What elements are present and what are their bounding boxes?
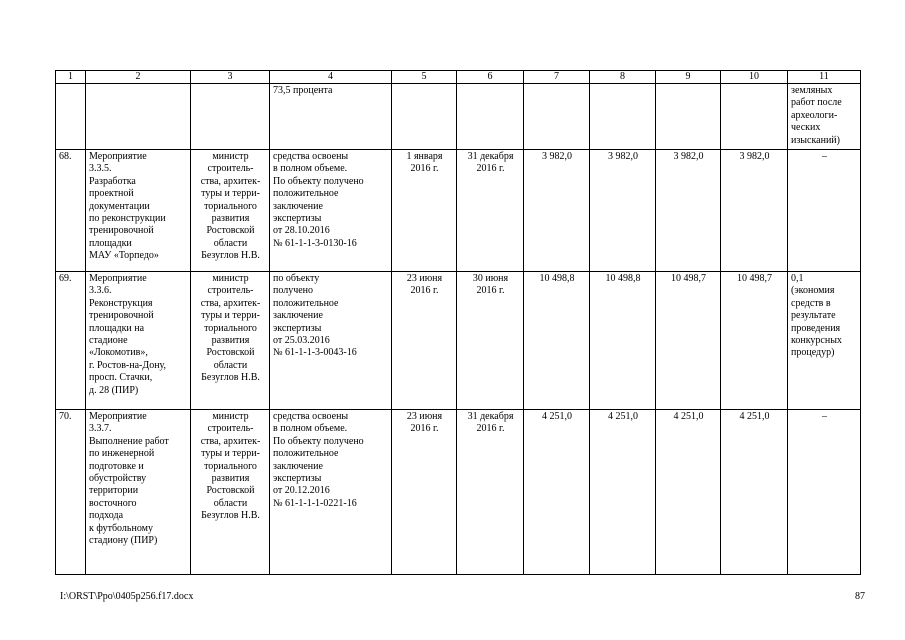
col-header: 4 (270, 71, 392, 84)
end-date: 31 декабря 2016 г. (457, 410, 524, 575)
col-header: 7 (524, 71, 590, 84)
measure-name: Мероприятие 3.3.6. Реконструкция тренировочной площадки на стадионе «Локомотив», г. Ростов-на-Дону, просп. Стачки, д. 28 (ПИР) (86, 272, 191, 410)
end-date: 31 декабря 2016 г. (457, 150, 524, 272)
value-col8: 4 251,0 (590, 410, 656, 575)
value-col10: 3 982,0 (721, 150, 788, 272)
col-header: 9 (656, 71, 721, 84)
value-col8: 3 982,0 (590, 150, 656, 272)
start-date: 23 июня 2016 г. (392, 272, 457, 410)
measure-name: Мероприятие 3.3.7. Выполнение работ по инженерной подготовке и обустройству территории восточного подхода к футбольному стадиону (ПИР) (86, 410, 191, 575)
value-col7: 10 498,8 (524, 272, 590, 410)
col-header: 2 (86, 71, 191, 84)
column-number-row (56, 71, 861, 84)
col-header: 5 (392, 71, 457, 84)
note: – (788, 150, 861, 272)
cont-note-cell: земляных работ после археологи- ческих изысканий) (788, 84, 861, 150)
col-header: 3 (191, 71, 270, 84)
cont-result-cell: 73,5 процента (270, 84, 392, 150)
row-number: 69. (56, 272, 86, 410)
col-header: 11 (788, 71, 861, 84)
value-col9: 4 251,0 (656, 410, 721, 575)
col-header: 6 (457, 71, 524, 84)
result: по объекту получено положительное заключение экспертизы от 25.03.2016 № 61-1-1-3-0043-16 (270, 272, 392, 410)
measure-name: Мероприятие 3.3.5. Разработка проектной документации по реконструкции тренировочной площадки МАУ «Торпедо» (86, 150, 191, 272)
page-number: 87 (855, 591, 865, 602)
table-row (56, 150, 861, 272)
start-date: 23 июня 2016 г. (392, 410, 457, 575)
note: 0,1 (экономия средств в результате проведения конкурсных процедур) (788, 272, 861, 410)
result: средства освоены в полном объеме. По объекту получено положительное заключение экспертизы от 20.12.2016 № 61-1-1-1-0221-16 (270, 410, 392, 575)
responsible: министр строитель- ства, архитек- туры и терри- ториального развития Ростовской области Безуглов Н.В. (191, 150, 270, 272)
col-header: 10 (721, 71, 788, 84)
value-col10: 4 251,0 (721, 410, 788, 575)
row-number: 68. (56, 150, 86, 272)
end-date: 30 июня 2016 г. (457, 272, 524, 410)
col-header: 8 (590, 71, 656, 84)
responsible: министр строитель- ства, архитек- туры и терри- ториального развития Ростовской области Безуглов Н.В. (191, 272, 270, 410)
value-col8: 10 498,8 (590, 272, 656, 410)
value-col7: 4 251,0 (524, 410, 590, 575)
row-number: 70. (56, 410, 86, 575)
continuation-row (56, 84, 861, 150)
value-col10: 10 498,7 (721, 272, 788, 410)
table-row (56, 410, 861, 575)
start-date: 1 января 2016 г. (392, 150, 457, 272)
note: – (788, 410, 861, 575)
table-row (56, 272, 861, 410)
result: средства освоены в полном объеме. По объекту получено положительное заключение экспертизы от 28.10.2016 № 61-1-1-3-0130-16 (270, 150, 392, 272)
responsible: министр строитель- ства, архитек- туры и терри- ториального развития Ростовской области Безуглов Н.В. (191, 410, 270, 575)
col-header: 1 (56, 71, 86, 84)
document-path: I:\ORST\Ppo\0405p256.f17.docx (60, 591, 194, 602)
value-col9: 10 498,7 (656, 272, 721, 410)
value-col9: 3 982,0 (656, 150, 721, 272)
report-table (55, 70, 861, 575)
value-col7: 3 982,0 (524, 150, 590, 272)
